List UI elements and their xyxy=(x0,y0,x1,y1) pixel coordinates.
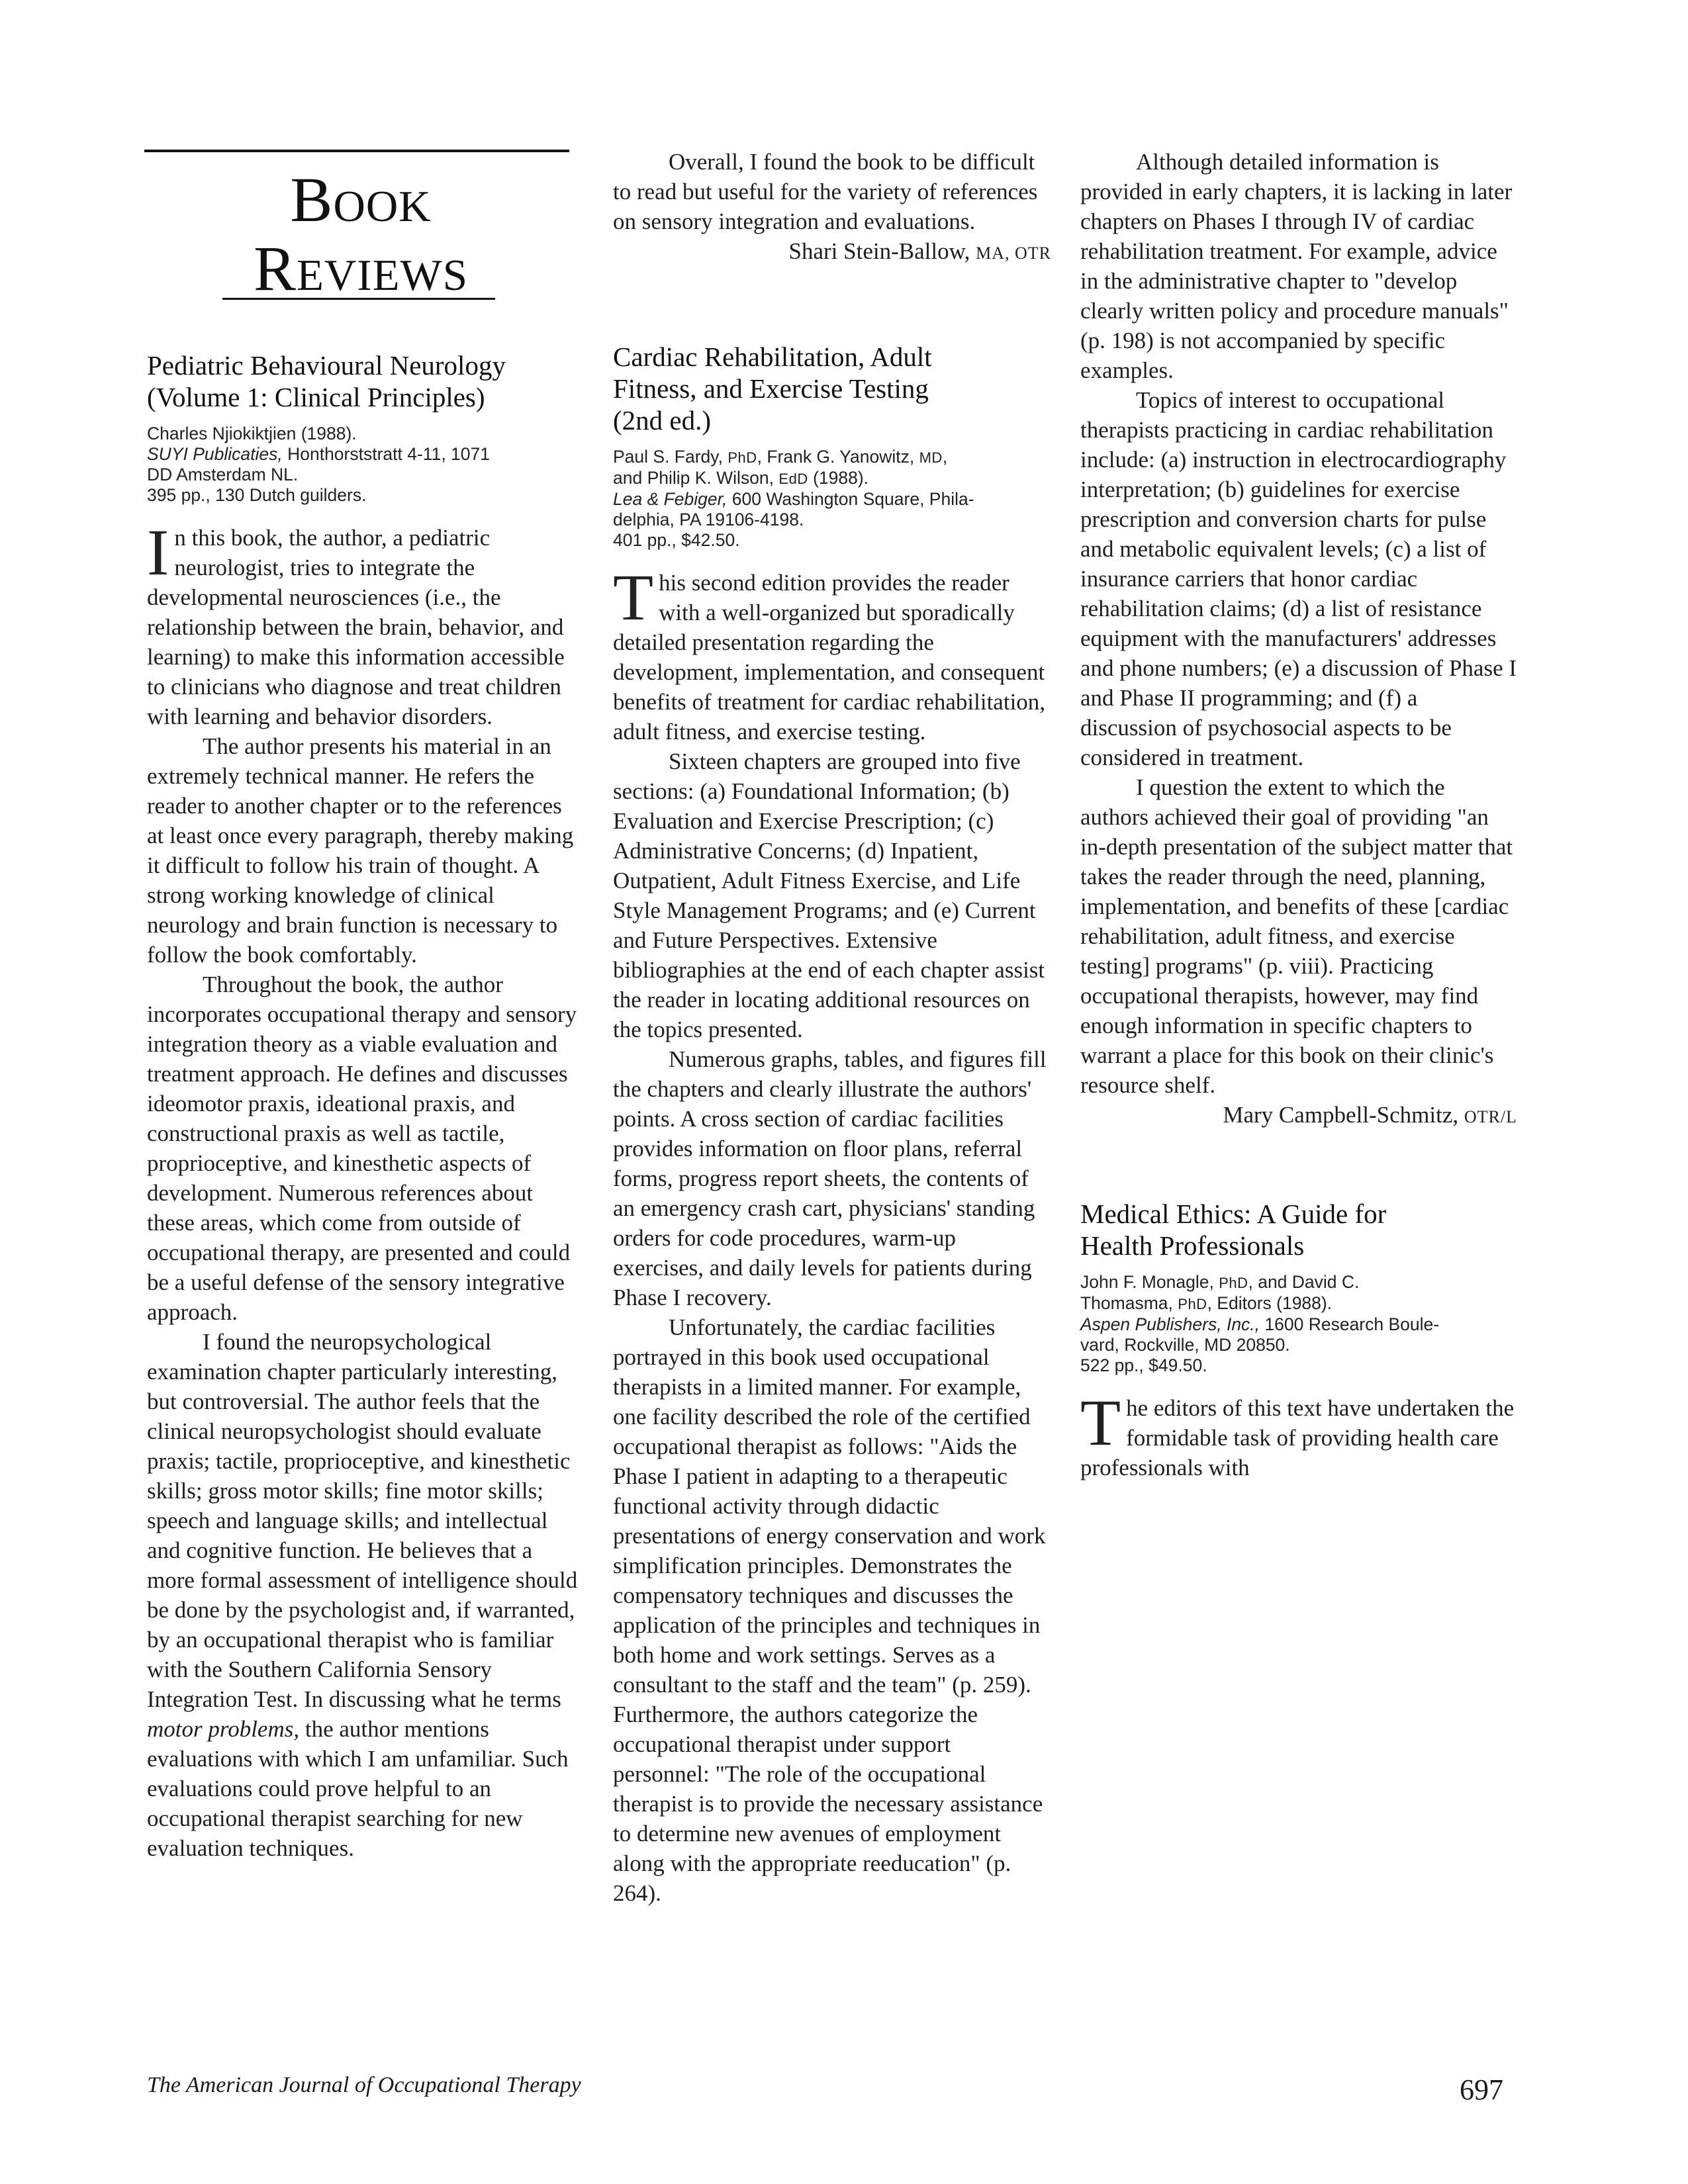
review3-author3: Thomasma, xyxy=(1080,1293,1178,1313)
review1-p4-text-1: I found the neuropsychological examination chapter particularly interesting, but controversial. The author feels that the clinical neuropsychologist should evaluate praxis; tactile, proprioceptive, and kinesthetic skills; gross motor skills; fine motor skills; speech and language skills; and intellectual and cognitive function. He believes that a more formal assessment of intelligence should be done by the psychologist and, if warranted, by an occupational therapist who is familiar with the Southern California Sensory Integration Test. In discussing what he terms xyxy=(147,1329,578,1712)
review2-paragraph-1 xyxy=(613,561,1051,747)
title-rule xyxy=(222,298,495,300)
review1-title-line1: Pediatric Behavioural Neurology xyxy=(147,350,506,381)
review1-title xyxy=(147,349,584,413)
review1-citation xyxy=(147,424,584,506)
review2-drop-cap: T xyxy=(613,561,654,634)
review3-authors-line1 xyxy=(1080,1272,1517,1293)
review1-publisher-line xyxy=(147,444,584,465)
review1-signature xyxy=(613,236,1051,268)
review2-paragraph-4: Unfortunately, the cardiac facilities portrayed in this book used occupational therapists in a limited manner. For example, one facility described the role of the certified occupational therapist as follows: "Aids the Phase I patient in adapting to a therapeutic functional activity through didactic presentations of energy conservation and work simplification principles. Demonstrates the compensatory techniques and discusses the application of the principles and techniques in both home and work settings. Serves as a consultant to the staff and the team" (p. 259). Furthermore, the authors categorize the occupational therapist under support personnel: "The role of the occupational therapist is to provide the necessary assistance to determine new avenues of employment along with the appropriate reeducation" (p. 264). xyxy=(613,1314,1046,1906)
review1-paragraph-2: The author presents his material in an extremely technical manner. He refers the reader to another chapter or to the references at least once every paragraph, thereby making it difficult to follow his train of thought. A strong working knowledge of clinical neurology and brain function is necessary to follow the book comfortably. xyxy=(147,733,574,968)
review3-drop-cap: T xyxy=(1080,1386,1121,1459)
review2-paragraph-2: Sixteen chapters are grouped into five sections: (a) Foundational Information; (b) Evaluation and Exercise Prescription; (c) Administrative Concerns; (d) Inpatient, Outpatient, Adult Fitness Exercise, and Life Style Management Programs; and (e) Current and Future Perspectives. Extensive bibliographies at the end of each chapter assist the reader in locating additional resources on the topics presented. xyxy=(613,749,1045,1042)
review2-address-1: 600 Washington Square, Phila- xyxy=(727,489,974,509)
review3-pages-price: 522 pp., $49.50. xyxy=(1080,1355,1207,1375)
review1-reviewer: Shari Stein-Ballow, xyxy=(788,238,976,264)
review3-author1: John F. Monagle, xyxy=(1080,1272,1219,1292)
review1-paragraph-1 xyxy=(147,516,584,731)
review3-title-line2: Health Professionals xyxy=(1080,1230,1305,1261)
section-title-line2: Reviews xyxy=(253,233,469,304)
review2-pages-price: 401 pp., $42.50. xyxy=(613,530,740,550)
review2-paragraph-7: I question the extent to which the authors achieved their goal of providing "an in-depth presentation of the subject matter that takes the reader through the need, planning, implementation, and benefits of these [cardiac rehabilitation, adult fitness, and exercise testing] programs" (p. viii). Practicing occupational therapists, however, may find enough information in specific chapters to warrant a place for this book on their clinic's resource shelf. xyxy=(1080,774,1513,1098)
review2-signature xyxy=(1080,1100,1517,1132)
section-title-line1: Book xyxy=(290,164,432,235)
review2-p1-text: his second edition provides the reader with a well-organized but sporadically detailed presentation regarding the development, implementation, and consequent benefits of treatment for cardiac rehabilitation, adult fitness, and exercise testing. xyxy=(613,570,1046,745)
column-1 xyxy=(147,349,584,1863)
review3-address-2: vard, Rockville, MD 20850. xyxy=(1080,1335,1290,1355)
header-rule xyxy=(144,150,569,152)
review2-reviewer-cred: OTR/L xyxy=(1464,1107,1517,1126)
review1-p1-text: n this book, the author, a pediatric neurologist, tries to integrate the developmental neurosciences (i.e., the relationship between the brain, behavior, and learning) to make this information accessible to clinicians who diagnose and treat children with learning and behavior disorders. xyxy=(147,525,565,729)
review1-paragraph-3: Throughout the book, the author incorporates occupational therapy and sensory integration theory as a viable evaluation and treatment approach. He defines and discusses ideomotor praxis, ideational praxis, and constructional praxis as well as tactile, proprioceptive, and kinesthetic aspects of development. Numerous references about these areas, which come from outside of occupational therapy, are presented and could be a useful defense of the sensory integrative approach. xyxy=(147,972,577,1325)
journal-name: The American Journal of Occupational Therapy xyxy=(147,2073,581,2097)
review2-title-line1: Cardiac Rehabilitation, Adult xyxy=(613,341,932,372)
review2-year: (1988). xyxy=(808,468,869,488)
review2-address-2: delphia, PA 19106-4198. xyxy=(613,510,804,529)
review2-paragraph-5: Although detailed information is provided in early chapters, it is lacking in later chapters on Phases I through IV of cardiac rehabilitation treatment. For example, advice in the administrative chapter to "develop clearly written policy and procedure manuals" (p. 198) is not accompanied by specific examples. xyxy=(1080,149,1513,383)
review2-authors-line1: Paul S. Fardy, PhD, Frank G. Yanowitz, MD, xyxy=(613,447,948,467)
review3-title xyxy=(1080,1198,1517,1261)
review2-author2: , Frank G. Yanowitz, xyxy=(757,447,919,467)
review2-title xyxy=(613,341,1051,436)
review3-publisher: Aspen Publishers, Inc., xyxy=(1080,1314,1260,1334)
review2-author3-cred: EdD xyxy=(778,471,808,487)
review1-pages-price: 395 pp., 130 Dutch guilders. xyxy=(147,485,367,505)
review3-editors: , Editors (1988). xyxy=(1207,1293,1333,1313)
review1-author: Charles Njiokiktjien (1988). xyxy=(147,424,357,443)
review1-reviewer-cred: MA, OTR xyxy=(976,244,1051,263)
review3-address-1: 1600 Research Boule- xyxy=(1260,1314,1440,1334)
review1-address-2: DD Amsterdam NL. xyxy=(147,465,299,484)
review2-author1-cred: PhD xyxy=(727,449,757,466)
review2-publisher: Lea & Febiger, xyxy=(613,489,727,509)
review3-citation xyxy=(1080,1272,1517,1376)
review1-drop-cap: I xyxy=(147,516,169,589)
section-title xyxy=(218,165,503,303)
review3-authors-line2 xyxy=(1080,1293,1517,1314)
review3-paragraph-1 xyxy=(1080,1386,1517,1482)
review2-title-line2: Fitness, and Exercise Testing xyxy=(613,373,929,404)
review3-author2: , and David C. xyxy=(1248,1272,1360,1292)
review2-paragraph-3: Numerous graphs, tables, and figures fill the chapters and clearly illustrate the authors' points. A cross section of cardiac facilities provides information on floor plans, referral forms, progress report sheets, the contents of an emergency crash cart, physicians' standing orders for code procedures, warm-up exercises, and daily levels for patients during Phase I recovery. xyxy=(613,1046,1047,1310)
column-2 xyxy=(613,147,1051,1908)
review2-author3: and Philip K. Wilson, xyxy=(613,468,779,488)
review1-paragraph-5: Overall, I found the book to be difficult to read but useful for the variety of references on sensory integration and evaluations. xyxy=(613,149,1038,234)
review2-paragraph-6: Topics of interest to occupational therapists practicing in cardiac rehabilitation include: (a) instruction in electrocardiography interpretation; (b) guidelines for exercise prescription and conversion charts for pulse and metabolic equivalent levels; (c) a list of insurance carriers that honor cardiac rehabilitation claims; (d) a list of resistance equipment with the manufacturers' addresses and phone numbers; (e) a discussion of Phase I and Phase II programming; and (f) a discussion of psychosocial aspects to be considered in treatment. xyxy=(1080,387,1517,770)
column-3 xyxy=(1080,147,1517,1482)
review1-p4-italic: motor problems, xyxy=(147,1716,300,1742)
review1-publisher: SUYI Publicaties, xyxy=(147,444,283,464)
review1-paragraph-4 xyxy=(147,1327,584,1863)
review1-title-line2: (Volume 1: Clinical Principles) xyxy=(147,382,485,412)
review3-p1-text: he editors of this text have undertaken the formidable task of providing health care professionals with xyxy=(1080,1395,1515,1480)
review3-author1-cred: PhD xyxy=(1219,1275,1248,1291)
review3-author3-cred: PhD xyxy=(1178,1296,1207,1312)
review2-citation xyxy=(613,447,1051,551)
review1-address-1: Honthorststratt 4-11, 1071 xyxy=(282,444,490,464)
page-number: 697 xyxy=(1460,2073,1503,2106)
review2-title-line3: (2nd ed.) xyxy=(613,405,712,435)
review3-publisher-line xyxy=(1080,1314,1517,1335)
review2-author1: Paul S. Fardy, xyxy=(613,447,728,467)
review2-reviewer: Mary Campbell-Schmitz, xyxy=(1223,1102,1464,1128)
review2-author2-cred: MD xyxy=(919,449,943,466)
review2-authors-line2 xyxy=(613,468,1051,489)
review3-title-line1: Medical Ethics: A Guide for xyxy=(1080,1199,1387,1229)
review2-publisher-line xyxy=(613,489,1051,510)
review1-p4-text-2: the author mentions evaluations with which I am unfamiliar. Such evaluations could prove helpful to an occupational therapist searching for new evaluation techniques. xyxy=(147,1716,569,1861)
